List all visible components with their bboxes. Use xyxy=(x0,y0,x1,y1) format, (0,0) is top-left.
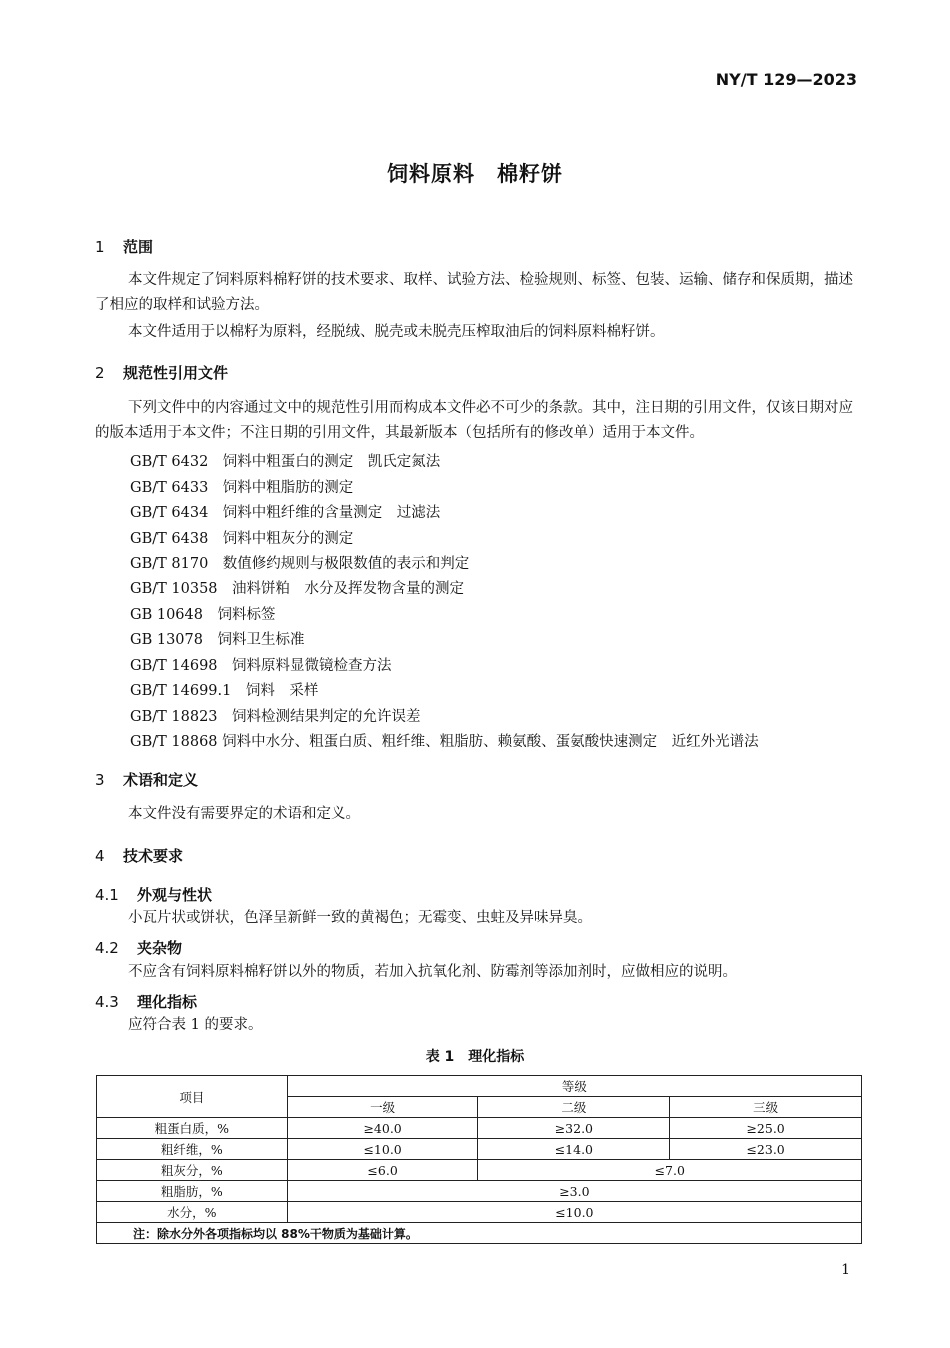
reference-item: GB/T 6433 饲料中粗脂肪的测定 xyxy=(130,480,354,496)
table-note-row xyxy=(97,1223,862,1244)
spec-table xyxy=(96,1075,862,1244)
cell-value: ≤23.0 xyxy=(670,1139,862,1160)
cell-value: ≥40.0 xyxy=(287,1118,478,1139)
section-3-heading xyxy=(95,769,860,790)
reference-item: GB/T 8170 数值修约规则与极限数值的表示和判定 xyxy=(130,556,470,572)
grade-3: 三级 xyxy=(670,1097,862,1118)
reference-item: GB/T 6438 饲料中粗灰分的测定 xyxy=(130,531,354,547)
row-label: 粗脂肪，% xyxy=(97,1181,288,1202)
header-item: 项目 xyxy=(97,1076,288,1118)
section-1-heading xyxy=(95,236,860,257)
section-title: 范围 xyxy=(123,238,154,256)
cell-value: ≤7.0 xyxy=(478,1160,862,1181)
reference-item: GB/T 18823 饲料检测结果判定的允许误差 xyxy=(130,709,421,725)
table-row xyxy=(97,1202,862,1223)
table-row xyxy=(97,1139,862,1160)
section-number: 2 xyxy=(95,364,105,382)
row-label: 粗灰分，% xyxy=(97,1160,288,1181)
section-3-paragraph: 本文件没有需要界定的术语和定义。 xyxy=(128,806,360,822)
section-2-paragraph: 下列文件中的内容通过文中的规范性引用而构成本文件必不可少的条款。其中，注日期的引用文件，仅该日期对应的版本适用于本文件；不注日期的引用文件，其最新版本（包括所有的修改单）适用于本文件。 xyxy=(95,400,853,441)
reference-item: GB/T 10358 油料饼粕 水分及挥发物含量的测定 xyxy=(130,581,465,597)
section-title: 外观与性状 xyxy=(137,886,213,904)
section-number: 4.2 xyxy=(95,939,119,957)
reference-item: GB/T 6432 饲料中粗蛋白的测定 凯氏定氮法 xyxy=(130,454,441,470)
table-row xyxy=(97,1181,862,1202)
section-title: 夹杂物 xyxy=(137,939,183,957)
row-label: 粗纤维，% xyxy=(97,1139,288,1160)
table-caption: 表 1 理化指标 xyxy=(425,1049,525,1065)
section-title: 规范性引用文件 xyxy=(123,364,229,382)
section-4-3-paragraph: 应符合表 1 的要求。 xyxy=(128,1017,263,1033)
grade-1: 一级 xyxy=(287,1097,478,1118)
reference-item: GB 10648 饲料标签 xyxy=(130,607,276,623)
section-4-2-heading xyxy=(95,937,860,958)
reference-item: GB/T 14699.1 饲料 采样 xyxy=(130,683,319,699)
section-4-2-paragraph: 不应含有饲料原料棉籽饼以外的物质，若加入抗氧化剂、防霉剂等添加剂时，应做相应的说明。 xyxy=(128,964,737,980)
cell-value: ≥3.0 xyxy=(287,1181,861,1202)
cell-value: ≤10.0 xyxy=(287,1202,861,1223)
section-2-heading xyxy=(95,362,860,383)
grade-2: 二级 xyxy=(478,1097,670,1118)
section-number: 4.1 xyxy=(95,886,119,904)
section-title: 技术要求 xyxy=(123,847,184,865)
reference-item: GB/T 18868 饲料中水分、粗蛋白质、粗纤维、粗脂肪、赖氨酸、蛋氨酸快速测定 近红外光谱法 xyxy=(130,734,759,750)
section-4-1-paragraph: 小瓦片状或饼状，色泽呈新鲜一致的黄褐色；无霉变、虫蛀及异味异臭。 xyxy=(128,910,592,926)
section-number: 3 xyxy=(95,771,105,789)
cell-value: ≤10.0 xyxy=(287,1139,478,1160)
section-title: 理化指标 xyxy=(137,993,198,1011)
document-title: 饲料原料 棉籽饼 xyxy=(387,162,563,186)
section-number: 4.3 xyxy=(95,993,119,1011)
reference-item: GB/T 14698 饲料原料显微镜检查方法 xyxy=(130,658,392,674)
section-title: 术语和定义 xyxy=(123,771,199,789)
row-label: 粗蛋白质，% xyxy=(97,1118,288,1139)
section-4-heading xyxy=(95,845,860,866)
row-label: 水分，% xyxy=(97,1202,288,1223)
cell-value: ≥32.0 xyxy=(478,1118,670,1139)
section-number: 1 xyxy=(95,238,105,256)
cell-value: ≥25.0 xyxy=(670,1118,862,1139)
reference-item: GB 13078 饲料卫生标准 xyxy=(130,632,305,648)
document-code: NY/T 129—2023 xyxy=(715,70,857,89)
table-row xyxy=(97,1118,862,1139)
table-header-row xyxy=(97,1076,862,1097)
section-number: 4 xyxy=(95,847,105,865)
cell-value: ≤14.0 xyxy=(478,1139,670,1160)
section-1-paragraph-2: 本文件适用于以棉籽为原料，经脱绒、脱壳或未脱壳压榨取油后的饲料原料棉籽饼。 xyxy=(128,324,665,340)
table-row xyxy=(97,1160,862,1181)
cell-value: ≤6.0 xyxy=(287,1160,478,1181)
section-4-1-heading xyxy=(95,884,860,905)
header-grade: 等级 xyxy=(287,1076,861,1097)
section-1-paragraph-1: 本文件规定了饲料原料棉籽饼的技术要求、取样、试验方法、检验规则、标签、包装、运输、储存和保质期，描述了相应的取样和试验方法。 xyxy=(95,272,853,313)
page-number: 1 xyxy=(841,1262,850,1278)
reference-item: GB/T 6434 饲料中粗纤维的含量测定 过滤法 xyxy=(130,505,441,521)
section-4-3-heading xyxy=(95,991,860,1012)
table-note: 注：除水分外各项指标均以 88%干物质为基础计算。 xyxy=(97,1223,862,1244)
